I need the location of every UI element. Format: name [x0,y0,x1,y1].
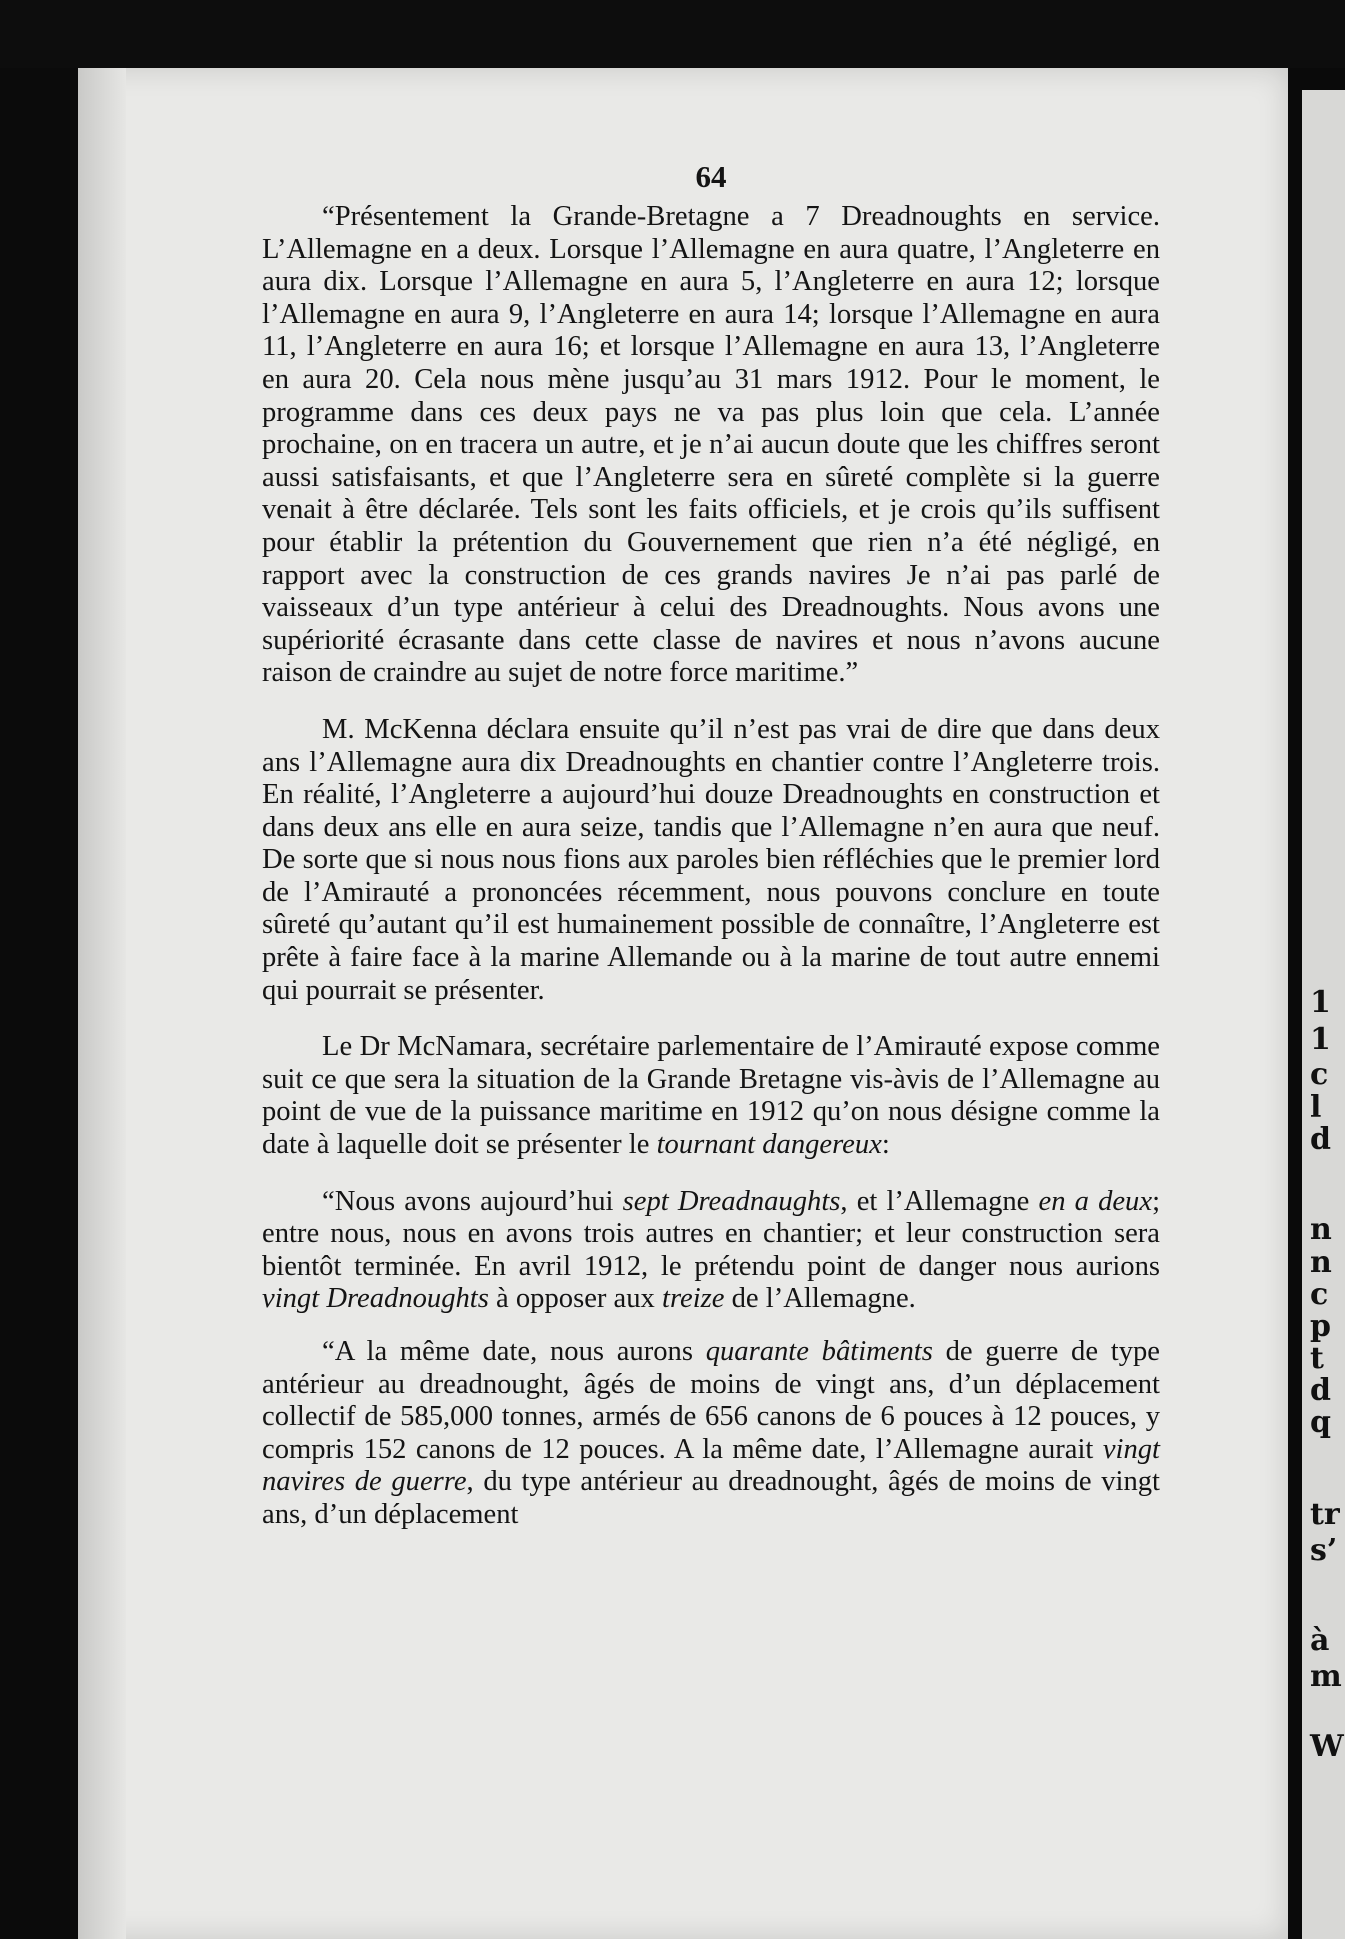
text-run: de l’Allemagne. [724,1283,916,1315]
italic-run: sept Dreadnaughts [622,1185,841,1217]
italic-run: treize [662,1283,725,1315]
italic-run: quarante bâtiments [705,1336,933,1367]
text-run: de guerre de type antérieur au dreadnought, âgés de moins de vingt ans, d’un déplacement collectif de 585,000 tonnes, armés de 656 canons de 6 pouces à 12 pouces, y compris 152 canons de 12 pouces. A la même date, l’Allemagne aurait [262,1336,1160,1465]
adjacent-glyph: t [1310,1341,1324,1376]
adjacent-glyph: 1 [1310,1022,1331,1057]
paragraph-quote-presentement: “Présentement la Grande-Bretagne a 7 Dreadnoughts en service. L’Allemagne en a deux. Lorsque l’Allemagne en aura quatre, l’Angleterre en aura dix. Lorsque l’Allemagne en aura 5, l’Angleterre en aura 12; lorsque l’Allemagne en aura 9, l’Angleterre en aura 14; lorsque l’Allemagne en aura 11, l’Angleterre en aura 16; et lorsque l’Allemagne en aura 13, l’Angleterre en aura 20. Cela nous mène jusqu’au 31 mars 1912. Pour le moment, le programme dans ces deux pays ne va pas plus loin que cela. L’année prochaine, on en tracera un autre, et je n’ai aucun doute que les chiffres seront aussi satisfaisants, et que l’Angleterre sera en sûreté complète si la guerre venait à être déclarée. Tels sont les faits officiels, et je crois qu’ils suffisent pour établir la prétention du Gouvernement que rien n’a été négligé, en rapport avec la construction de ces grands navires Je n’ai pas parlé de vaisseaux d’un type antérieur à celui des Dreadnoughts. Nous avons une supériorité écrasante dans cette classe de navires et nous n’avons aucune raison de craindre au sujet de notre force maritime.” [262,201,1160,689]
adjacent-glyph: 1 [1310,985,1331,1020]
adjacent-glyph: c [1310,1057,1329,1092]
paragraph-mcnamara [262,1031,1160,1161]
adjacent-glyph: à [1310,1623,1330,1658]
adjacent-page-fragment [1302,90,1345,1939]
paragraph-mckenna: M. McKenna déclara ensuite qu’il n’est pas vrai de dire que dans deux ans l’Allemagne aura dix Dreadnoughts en chantier contre l’Angleterre trois. En réalité, l’Angleterre a aujourd’hui douze Dreadnoughts en construction et dans deux ans elle en aura seize, tandis que l’Allemagne n’en aura que neuf. De sorte que si nous nous fions aux paroles bien réfléchies que le premier lord de l’Amirauté a prononcées récemment, nous pouvons conclure en toute sûreté qu’autant qu’il est humainement possible de connaître, l’Angleterre est prête à faire face à la marine Allemande ou à la marine de tout autre ennemi qui pourrait se présenter. [262,713,1160,1006]
italic-run: en a deux [1038,1185,1153,1217]
page-left-edge-shadow [78,68,126,1939]
adjacent-glyph: d [1310,1373,1331,1408]
text-run: ; entre nous, nous en avons trois autres en chantier; et leur construction sera bientôt terminée. En avril 1912, le prétendu point de danger nous aurions [262,1185,1161,1282]
adjacent-glyph: n [1310,1212,1332,1247]
text-run: , du type antérieur au dreadnought, âgés de moins de vingt ans, d’un déplacement [262,1466,1160,1530]
text-run: “Nous avons aujourd’hui [322,1185,623,1217]
adjacent-glyph: tr [1310,1497,1340,1532]
text-run: , et l’Allemagne [840,1185,1039,1217]
adjacent-glyph: c [1310,1277,1329,1312]
page-number: 64 [695,159,727,194]
italic-run: vingt navires de guerre [262,1433,1160,1498]
adjacent-glyph: W [1310,1729,1344,1764]
adjacent-glyph: p [1310,1309,1331,1344]
scanner-background [0,0,1345,68]
adjacent-glyph: q [1310,1405,1331,1440]
paragraph-quote-meme-date [262,1336,1160,1532]
paragraph-quote-sept-dreadnaughts [262,1186,1160,1316]
adjacent-glyph: s’ [1310,1533,1338,1568]
text-run: “A la même date, nous aurons [322,1336,706,1367]
adjacent-glyph: l [1310,1090,1322,1125]
text-run: Le Dr McNamara, secrétaire parlementaire de l’Amirauté expose comme suit ce que sera la situation de la Grande Bretagne vis-àvis de l’Allemagne au point de vue de la puissance maritime en 1912 qu’on nous désigne comme la date à laquelle doit se présenter le [262,1031,1160,1161]
text-run: à opposer aux [488,1283,662,1315]
adjacent-glyph: m [1310,1659,1342,1694]
adjacent-glyph: d [1310,1122,1331,1157]
adjacent-glyph: n [1310,1245,1332,1280]
page-text-block [262,160,1160,1532]
text-run: : [881,1129,890,1161]
italic-run: tournant dangereux [656,1129,882,1161]
italic-run: vingt Dreadnoughts [262,1283,489,1315]
